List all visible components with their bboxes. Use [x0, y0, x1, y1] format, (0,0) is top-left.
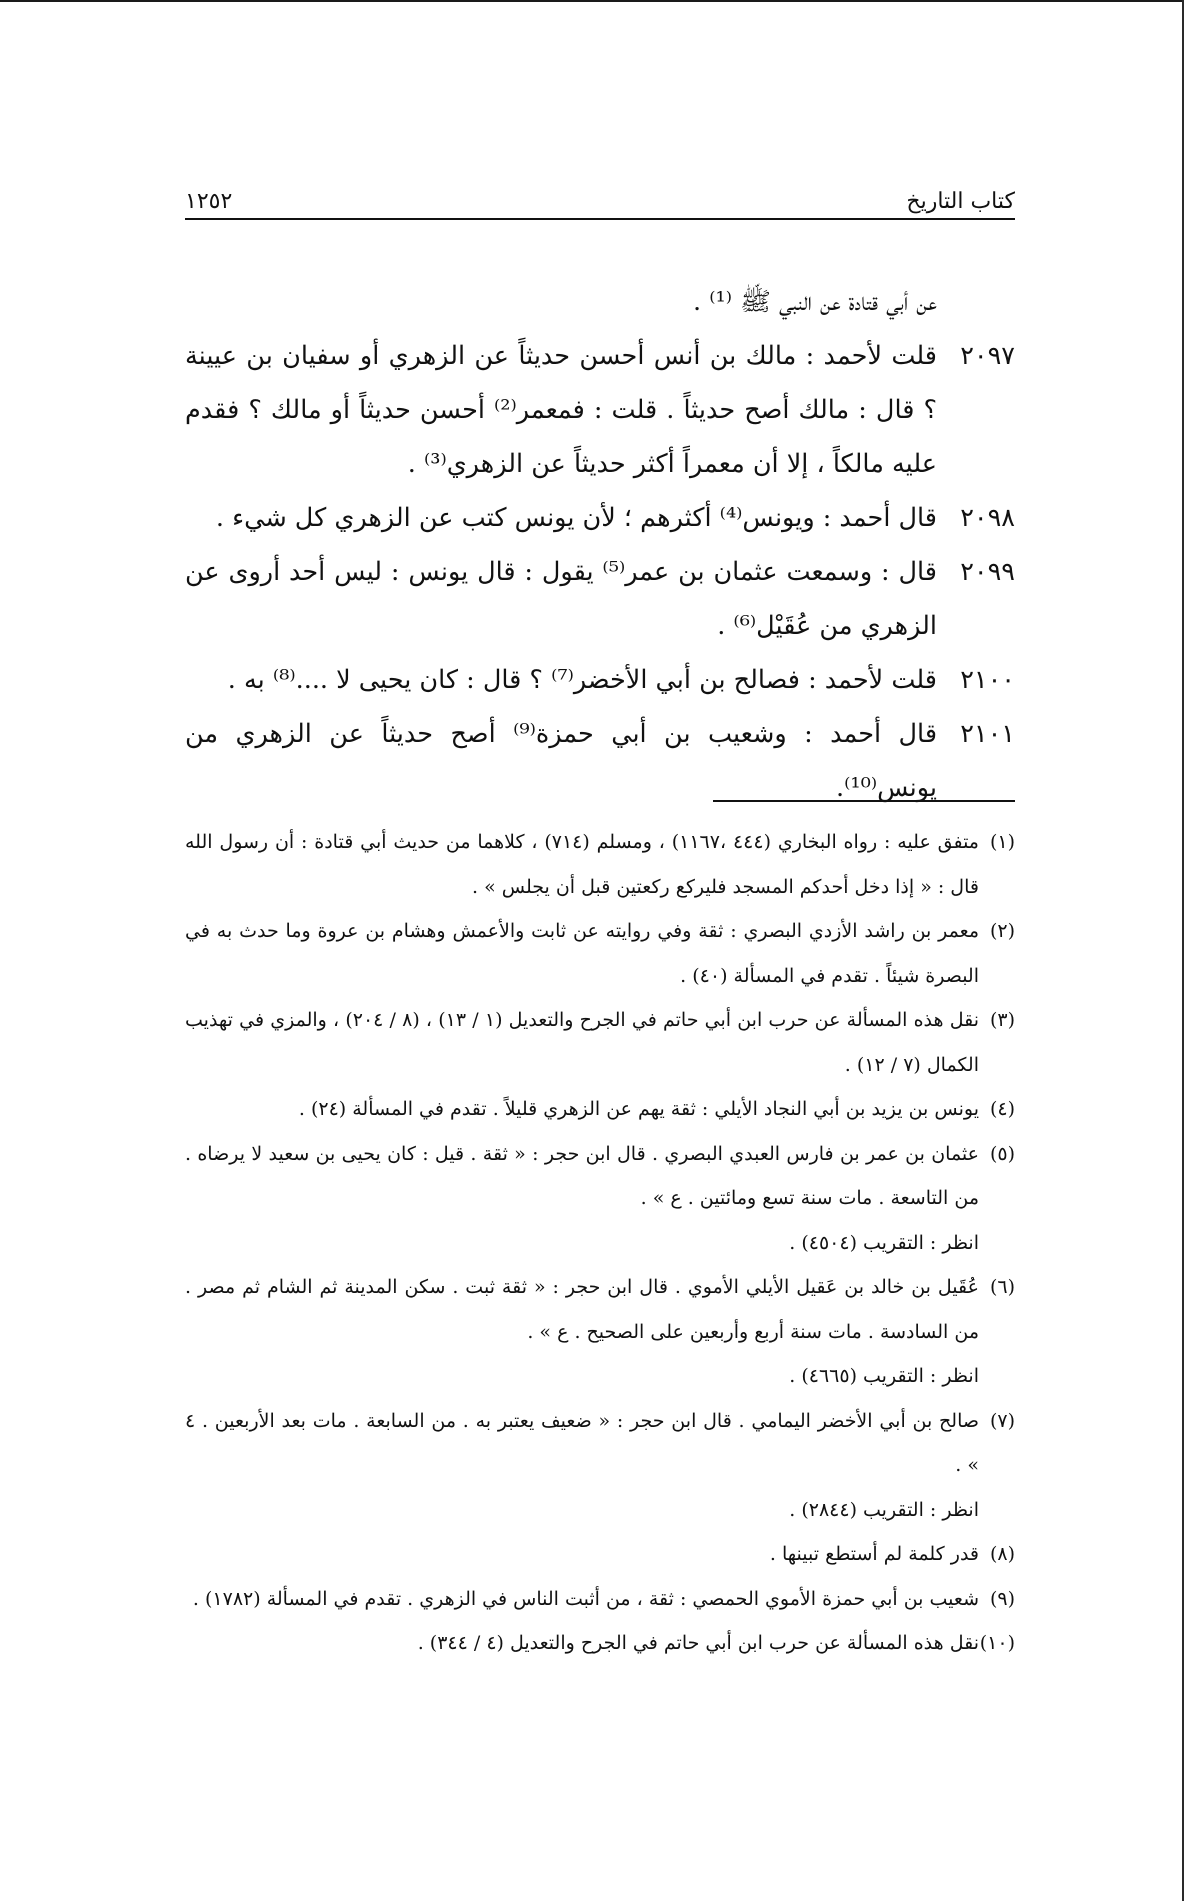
- footnote-line: البصرة شيئاً . تقدم في المسألة (٤٠) .: [680, 964, 979, 987]
- footnote-5: [185, 1132, 1015, 1266]
- footnote-marker: (٩): [989, 1587, 1015, 1610]
- entry-2100: [185, 653, 1015, 707]
- page-number: ١٢٥٢: [185, 189, 233, 214]
- footnote-line: قدر كلمة لم أستطع تبينها .: [769, 1543, 979, 1565]
- footnote-line: رسول الله قال : « إذا دخل أحدكم المسجد فليركع ركعتين قبل أن يجلس » .: [185, 831, 979, 898]
- footnotes: [185, 820, 1015, 1666]
- footnote-line: عُقَيل بن خالد بن عَقيل الأيلي الأموي . قال ابن حجر : « ثقة ثبت . سكن المدينة ثم الشام ثم مصر .: [185, 1276, 979, 1298]
- footnote-line: متفق عليه : رواه البخاري (٤٤٤ ،١١٦٧) ، ومسلم (٧١٤) ، كلاهما من حديث أبي قتادة : أن: [274, 831, 979, 853]
- footnote-line: انظر : التقريب (٢٨٤٤) .: [789, 1498, 979, 1521]
- footnote-marker: (٧): [989, 1409, 1015, 1432]
- scan-edge-top: [0, 0, 1184, 2]
- entry-number: ٢٠٩٨: [960, 503, 1015, 533]
- footnote-8: [185, 1532, 1015, 1577]
- footnote-3: [185, 998, 1015, 1087]
- entry-text: قلت لأحمد : مالك بن أنس أحسن حديثاً عن الزهري أو سفيان بن عيينة ؟ قال : مالك أصح حديثاً . قلت : فمعمر⁽²⁾ أحسن حديثاً أو مالك ؟ فقدم عليه مالكاً ، إلا أن معمراً أكثر حديثاً عن الزهري⁽³⁾ .: [185, 341, 938, 479]
- footnote-marker: (١٠): [979, 1632, 1015, 1654]
- book-title: كتاب التاريخ: [906, 189, 1015, 214]
- footnote-marker: (٥): [989, 1142, 1015, 1165]
- entry-number: ٢٠٩٧: [960, 341, 1015, 371]
- footnote-line: انظر : التقريب (٤٦٦٥) .: [789, 1365, 979, 1387]
- entry-number: ٢٠٩٩: [960, 557, 1015, 587]
- footnote-10: [185, 1621, 1015, 1666]
- entry-text: قال : وسمعت عثمان بن عمر⁽⁵⁾ يقول : قال يونس : ليس أحد أروى عن الزهري من عُقَيْل⁽⁶⁾ .: [185, 557, 937, 641]
- entry-text: قلت لأحمد : فصالح بن أبي الأخضر⁽⁷⁾ ؟ قال : كان يحيى لا ....⁽⁸⁾ به .: [227, 665, 937, 695]
- footnote-line: يرضاه . من التاسعة . مات سنة تسع ومائتين . ع » .: [185, 1142, 979, 1209]
- footnote-line: تهذيب الكمال (٧ / ١٢) .: [185, 1009, 979, 1076]
- entry-number: ٢١٠١: [960, 719, 1015, 749]
- footnote-marker: (٨): [989, 1543, 1015, 1565]
- footnote-separator: [713, 800, 1015, 802]
- intro-text: عن أبي قتادة عن النبي ﷺ ⁽¹⁾ .: [693, 287, 937, 317]
- footnote-line: ٤ » .: [185, 1409, 979, 1476]
- footnote-2: [185, 909, 1015, 998]
- entry-text: قال أحمد : وشعيب بن أبي حمزة⁽⁹⁾ أصح حديثاً عن الزهري من يونس⁽¹⁰⁾.: [185, 719, 938, 803]
- entry-2099: [185, 545, 1015, 653]
- footnote-line: شعيب بن أبي حمزة الأموي الحمصي : ثقة ، من أثبت الناس في الزهري . تقدم في المسألة (١٧٨٢) .: [192, 1587, 979, 1610]
- running-header: [185, 176, 1015, 220]
- footnote-line: عثمان بن عمر بن فارس العبدي البصري . قال ابن حجر : « ثقة . قيل : كان يحيى بن سعيد لا: [251, 1142, 980, 1165]
- footnote-line: انظر : التقريب (٤٥٠٤) .: [789, 1231, 979, 1254]
- footnote-line: يونس بن يزيد بن أبي النجاد الأيلي : ثقة يهم عن الزهري قليلاً . تقدم في المسألة (٢٤) .: [298, 1098, 979, 1120]
- intro-line: [185, 275, 1015, 329]
- footnote-6: [185, 1265, 1015, 1399]
- footnote-1: [185, 820, 1015, 909]
- footnote-marker: (٣): [989, 1009, 1015, 1031]
- footnote-line: نقل هذه المسألة عن حرب ابن أبي حاتم في الجرح والتعديل (٤ / ٣٤٤) .: [417, 1632, 979, 1654]
- entry-text: قال أحمد : ويونس⁽⁴⁾ أكثرهم ؛ لأن يونس كتب عن الزهري كل شيء .: [215, 503, 937, 533]
- entry-2101: [185, 707, 1015, 815]
- footnote-marker: (١): [989, 831, 1015, 853]
- footnote-9: [185, 1577, 1015, 1622]
- footnote-4: [185, 1087, 1015, 1132]
- footnote-7: [185, 1399, 1015, 1533]
- entry-2098: [185, 491, 1015, 545]
- footnote-marker: (٤): [989, 1098, 1015, 1120]
- entry-2097: [185, 329, 1015, 491]
- entry-number: ٢١٠٠: [960, 665, 1015, 695]
- footnote-marker: (٢): [989, 920, 1015, 942]
- footnote-line: صالح بن أبي الأخضر اليمامي . قال ابن حجر : « ضعيف يعتبر به . من السابعة . مات بعد الأربعين .: [202, 1409, 979, 1432]
- footnote-line: من السادسة . مات سنة أربع وأربعين على الصحيح . ع » .: [527, 1320, 979, 1343]
- footnote-line: نقل هذه المسألة عن حرب ابن أبي حاتم في الجرح والتعديل (١ / ١٣) ، (٨ / ٢٠٤) ، والمزي في: [239, 1009, 980, 1031]
- footnote-marker: (٦): [989, 1276, 1015, 1298]
- main-text: [185, 275, 1015, 815]
- footnote-line: معمر بن راشد الأزدي البصري : ثقة وفي روايته عن ثابت والأعمش وهشام بن عروة وما حدث به في: [185, 920, 979, 942]
